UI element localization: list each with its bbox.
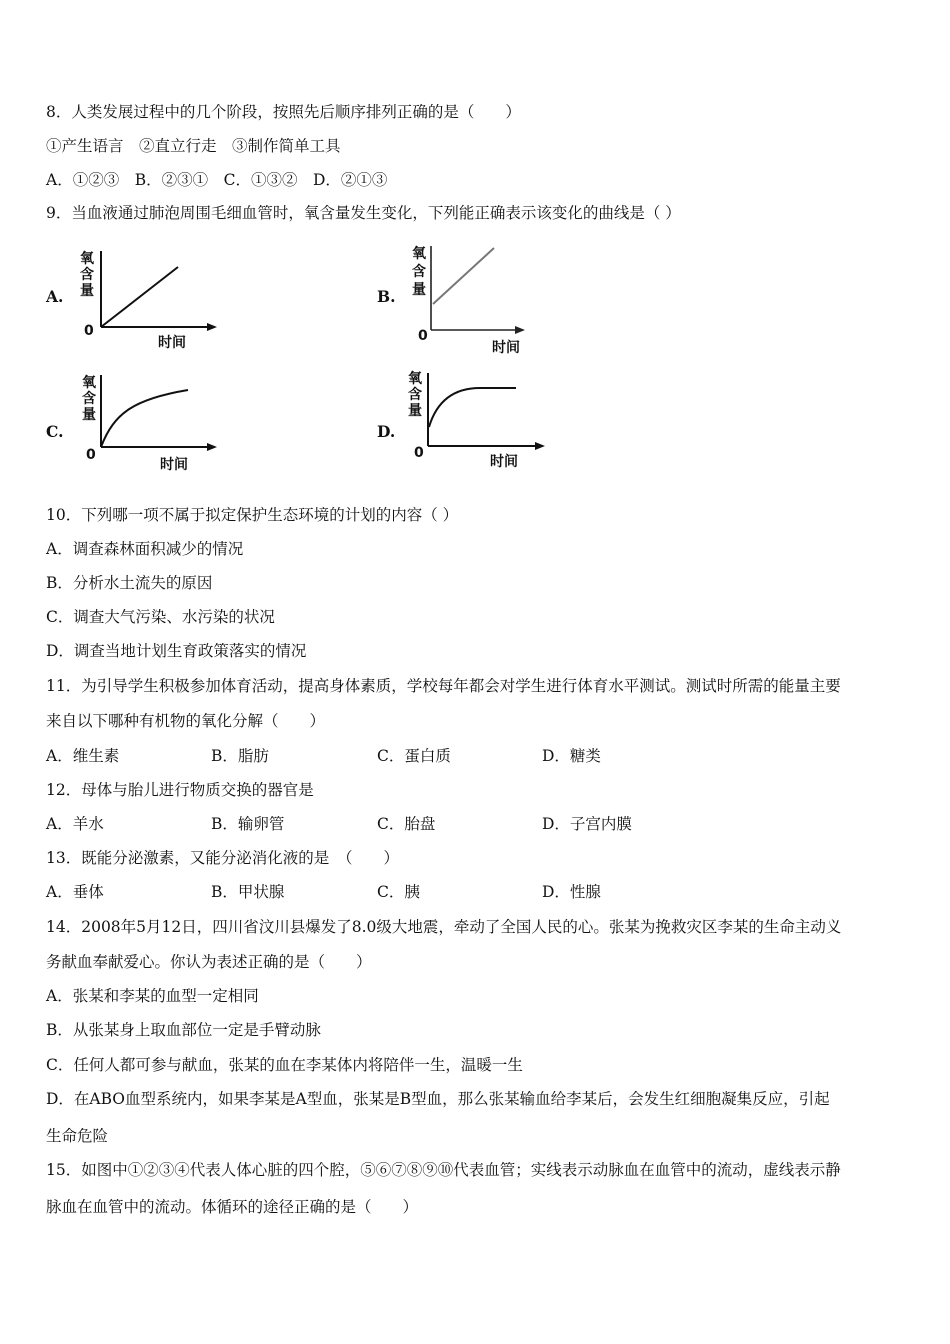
- q13-option-d: D．性腺: [542, 883, 601, 901]
- q9-graph-d-curve: [429, 388, 516, 427]
- q9-graph-b-curve: [433, 248, 494, 304]
- q9-graph-a-ylabel-2: 含: [80, 267, 94, 283]
- q11-option-b: B．脂肪: [211, 747, 269, 765]
- q14-option-b: B．从张某身上取血部位一定是手臂动脉: [46, 1021, 321, 1039]
- q12-option-c: C．胎盘: [377, 815, 436, 833]
- q12-option-d: D．子宫内膜: [542, 815, 632, 833]
- q14-option-d-line1: D．在ABO血型系统内，如果李某是A型血，张某是B型血，那么张某输血给李某后，会发生红细胞凝集反应，引起: [46, 1090, 830, 1108]
- q14-option-a: A．张某和李某的血型一定相同: [46, 987, 259, 1005]
- q9-graph-d-origin: 0: [414, 445, 424, 461]
- q9-graph-a-label: A.: [46, 287, 64, 306]
- q9-graph-c-ylabel-2: 含: [82, 391, 96, 407]
- q9-graph-a-xlabel: 时间: [158, 335, 186, 351]
- q8-items: ①产生语言 ②直立行走 ③制作简单工具: [46, 137, 341, 155]
- q10-option-b: B．分析水土流失的原因: [46, 574, 213, 592]
- q9-graph-c-origin: 0: [86, 447, 96, 463]
- q9-graph-d: [404, 369, 554, 474]
- q9-graph-b-ylabel-1: 氧: [412, 246, 426, 262]
- q9-graph-b-ylabel-3: 量: [412, 282, 426, 298]
- q12-stem: 12．母体与胎儿进行物质交换的器官是: [46, 781, 314, 799]
- q9-graph-d-ylabel-2: 含: [408, 387, 422, 403]
- q9-graph-d-label: D.: [377, 422, 396, 441]
- q9-graph-d-ylabel-1: 氧: [408, 371, 422, 387]
- q13-option-c: C．胰: [377, 883, 420, 901]
- q14-stem-line2: 务献血奉献爱心。你认为表述正确的是（ ）: [46, 953, 372, 971]
- q9-graph-c-label: C.: [46, 422, 64, 441]
- q8-options: A．①②③ B．②③① C．①③② D．②①③: [46, 171, 388, 189]
- q9-graph-c: [76, 371, 226, 476]
- q11-option-c: C．蛋白质: [377, 747, 451, 765]
- q9-graph-a: [72, 245, 222, 355]
- q13-option-b: B．甲状腺: [211, 883, 285, 901]
- q14-option-d-line2: 生命危险: [46, 1127, 109, 1145]
- q10-stem: 10．下列哪一项不属于拟定保护生态环境的计划的内容（ ）: [46, 506, 459, 524]
- q12-option-a: A．羊水: [46, 815, 104, 833]
- q9-graph-b: [404, 242, 534, 357]
- q9-graph-c-ylabel-1: 氧: [82, 375, 96, 391]
- q14-stem-line1: 14．2008年5月12日，四川省汶川县爆发了8.0级大地震，牵动了全国人民的心。张某为挽救灾区李某的生命主动义: [46, 918, 842, 936]
- q9-stem: 9．当血液通过肺泡周围毛细血管时，氧含量发生变化，下列能正确表示该变化的曲线是（ ）: [46, 204, 681, 222]
- q9-graph-a-x-arrow: [207, 323, 217, 331]
- q10-option-a: A．调查森林面积减少的情况: [46, 540, 244, 558]
- q10-option-d: D．调查当地计划生育政策落实的情况: [46, 642, 307, 660]
- q14-option-c: C．任何人都可参与献血，张某的血在李某体内将陪伴一生，温暖一生: [46, 1056, 523, 1074]
- q9-graph-d-x-arrow: [535, 442, 545, 450]
- q9-graph-d-ylabel-3: 量: [408, 403, 422, 419]
- q8-stem: 8．人类发展过程中的几个阶段，按照先后顺序排列正确的是（ ）: [46, 103, 521, 121]
- q9-graph-a-ylabel-1: 氧: [80, 251, 94, 267]
- q9-graph-b-origin: 0: [418, 328, 428, 344]
- q9-graph-b-label: B.: [377, 287, 396, 306]
- q9-graph-d-xlabel: 时间: [490, 454, 518, 470]
- q11-stem-line2: 来自以下哪种有机物的氧化分解（ ）: [46, 712, 326, 730]
- q15-stem-line2: 脉血在血管中的流动。体循环的途径正确的是（ ）: [46, 1198, 419, 1216]
- q11-option-d: D．糖类: [542, 747, 601, 765]
- q15-stem-line1: 15．如图中①②③④代表人体心脏的四个腔，⑤⑥⑦⑧⑨⑩代表血管；实线表示动脉血在血管中的流动，虚线表示静: [46, 1161, 841, 1179]
- q9-graph-c-ylabel-3: 量: [82, 407, 96, 423]
- q9-graph-a-curve: [101, 267, 178, 327]
- q9-graph-b-xlabel: 时间: [492, 340, 520, 356]
- q13-option-a: A．垂体: [46, 883, 104, 901]
- q11-option-a: A．维生素: [46, 747, 120, 765]
- q13-stem: 13．既能分泌激素，又能分泌消化液的是 （ ）: [46, 849, 399, 867]
- q9-graph-c-x-arrow: [207, 443, 217, 451]
- q9-graph-a-origin: 0: [84, 323, 94, 339]
- q9-graph-c-curve: [101, 390, 188, 447]
- q9-graph-b-ylabel-2: 含: [412, 264, 426, 280]
- q10-option-c: C．调查大气污染、水污染的状况: [46, 608, 275, 626]
- q9-graph-a-ylabel-3: 量: [80, 283, 94, 299]
- q12-option-b: B．输卵管: [211, 815, 285, 833]
- q9-graph-b-x-arrow: [515, 326, 525, 334]
- q11-stem-line1: 11．为引导学生积极参加体育活动，提高身体素质，学校每年都会对学生进行体育水平测试。测试时所需的能量主要: [46, 677, 841, 695]
- q9-graph-c-xlabel: 时间: [160, 457, 188, 473]
